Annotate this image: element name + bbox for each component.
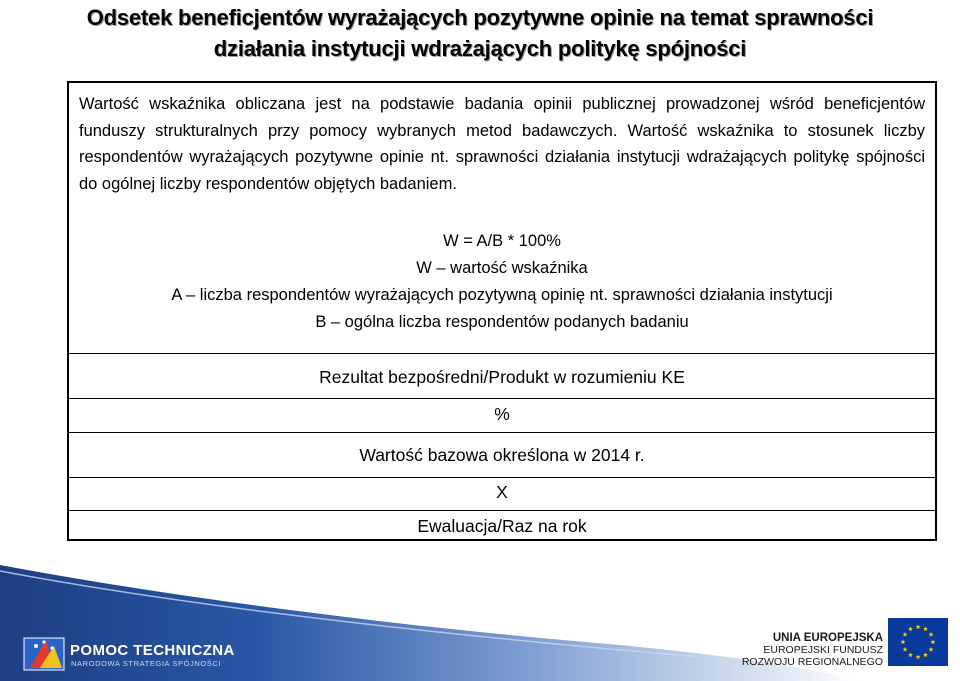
eu-fund-line-1: EUROPEJSKI FUNDUSZ bbox=[763, 644, 883, 656]
indicator-description: Wartość wskaźnika obliczana jest na podstawie badania opinii publicznej prowadzonej wśród beneficjentów funduszy strukturalnych przy pomocy wybranych metod badawczych. Wartość wskaźnika to stosunek liczby respondentów wyrażających pozytywne opinie nt. sprawności działania instytucji wdrażających politykę spójności do ogólnej liczby respondentów objętych badaniem. bbox=[79, 95, 925, 193]
eu-union-label: UNIA EUROPEJSKA bbox=[772, 632, 883, 644]
unit-cell: % bbox=[494, 404, 510, 424]
row-divider bbox=[69, 398, 935, 399]
formula-block bbox=[69, 228, 935, 336]
result-type-cell: Rezultat bezpośredni/Produkt w rozumieniu KE bbox=[319, 367, 685, 387]
page-title bbox=[60, 2, 900, 64]
pomoc-techniczna-subtitle: NARODOWA STRATEGIA SPÓJNOŚCI bbox=[71, 659, 222, 668]
formula-equation: W = A/B * 100% bbox=[443, 232, 561, 250]
title-line-1: Odsetek beneficjentów wyrażających pozytywne opinie na temat sprawności bbox=[86, 5, 874, 30]
baseline-value-cell: X bbox=[496, 482, 508, 502]
eu-flag-icon bbox=[888, 618, 948, 666]
pomoc-techniczna-name: POMOC TECHNICZNA bbox=[70, 642, 235, 659]
formula-b-definition: B – ogólna liczba respondentów podanych badaniu bbox=[315, 313, 689, 331]
pomoc-techniczna-logo-icon bbox=[20, 628, 68, 678]
row-divider bbox=[69, 510, 935, 511]
indicator-card bbox=[67, 81, 937, 541]
row-divider bbox=[69, 432, 935, 433]
row-divider bbox=[69, 353, 935, 354]
title-line-2: działania instytucji wdrażających politykę spójności bbox=[213, 36, 747, 61]
formula-a-definition: A – liczba respondentów wyrażających pozytywną opinię nt. sprawności działania instytucji bbox=[171, 286, 833, 304]
frequency-cell: Ewaluacja/Raz na rok bbox=[417, 516, 587, 536]
row-divider bbox=[69, 477, 935, 478]
formula-w-definition: W – wartość wskaźnika bbox=[416, 259, 588, 277]
eu-fund-line-2: ROZWOJU REGIONALNEGO bbox=[741, 656, 883, 668]
baseline-cell: Wartość bazowa określona w 2014 r. bbox=[359, 445, 645, 465]
eu-fund-label bbox=[742, 632, 883, 668]
